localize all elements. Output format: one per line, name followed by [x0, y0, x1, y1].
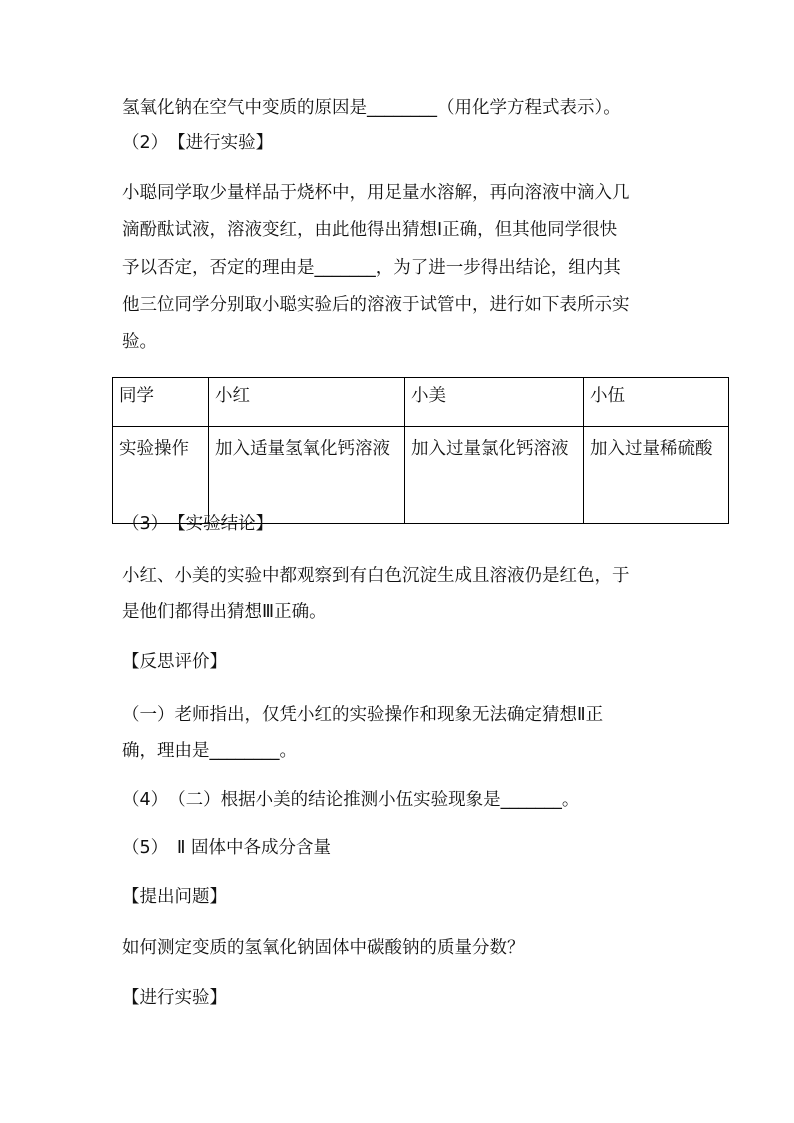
section-heading: 【反思评价】: [122, 652, 227, 672]
text-line: 小聪同学取少量样品于烧杯中，用足量水溶解，再向溶液中滴入几: [122, 183, 630, 203]
section-heading: （2） 【进行实验】: [122, 133, 274, 153]
table-cell: 同学: [113, 378, 209, 427]
text-line: 是他们都得出猜想Ⅲ正确。: [122, 602, 327, 622]
table-row: [113, 427, 729, 524]
text-line: 确，理由是________。: [122, 741, 297, 761]
experiment-table: [112, 377, 729, 524]
table-cell: 加入适量氢氧化钙溶液: [209, 427, 405, 524]
table-cell: 加入过量氯化钙溶液: [405, 427, 584, 524]
section-heading: （5） Ⅱ 固体中各成分含量: [122, 838, 332, 858]
table-cell: 小伍: [584, 378, 729, 427]
text-line: 予以否定，否定的理由是_______，为了进一步得出结论，组内其: [122, 258, 621, 278]
table-cell: 小红: [209, 378, 405, 427]
section-heading: 【进行实验】: [122, 988, 227, 1008]
text-line: 他三位同学分别取小聪实验后的溶液于试管中，进行如下表所示实: [122, 295, 630, 315]
table-cell: 实验操作: [113, 427, 209, 524]
text-line: 滴酚酞试液，溶液变红，由此他得出猜想Ⅰ正确，但其他同学很快: [122, 220, 618, 240]
text-line: 如何测定变质的氢氧化钠固体中碳酸钠的质量分数？: [122, 938, 525, 958]
text-line: 氢氧化钠在空气中变质的原因是________（用化学方程式表示）。: [122, 98, 621, 118]
table-cell: 加入过量稀硫酸: [584, 427, 729, 524]
table-row: [113, 378, 729, 427]
text-line: （一）老师指出，仅凭小红的实验操作和现象无法确定猜想Ⅱ正: [122, 705, 604, 725]
section-heading: 【提出问题】: [122, 887, 227, 907]
text-line: 验。: [122, 332, 157, 352]
text-line: 小红、小美的实验中都观察到有白色沉淀生成且溶液仍是红色，于: [122, 566, 630, 586]
table-cell: 小美: [405, 378, 584, 427]
text-line: （4） （二）根据小美的结论推测小伍实验现象是_______。: [122, 790, 580, 810]
section-heading: （3） 【实验结论】: [122, 514, 274, 534]
